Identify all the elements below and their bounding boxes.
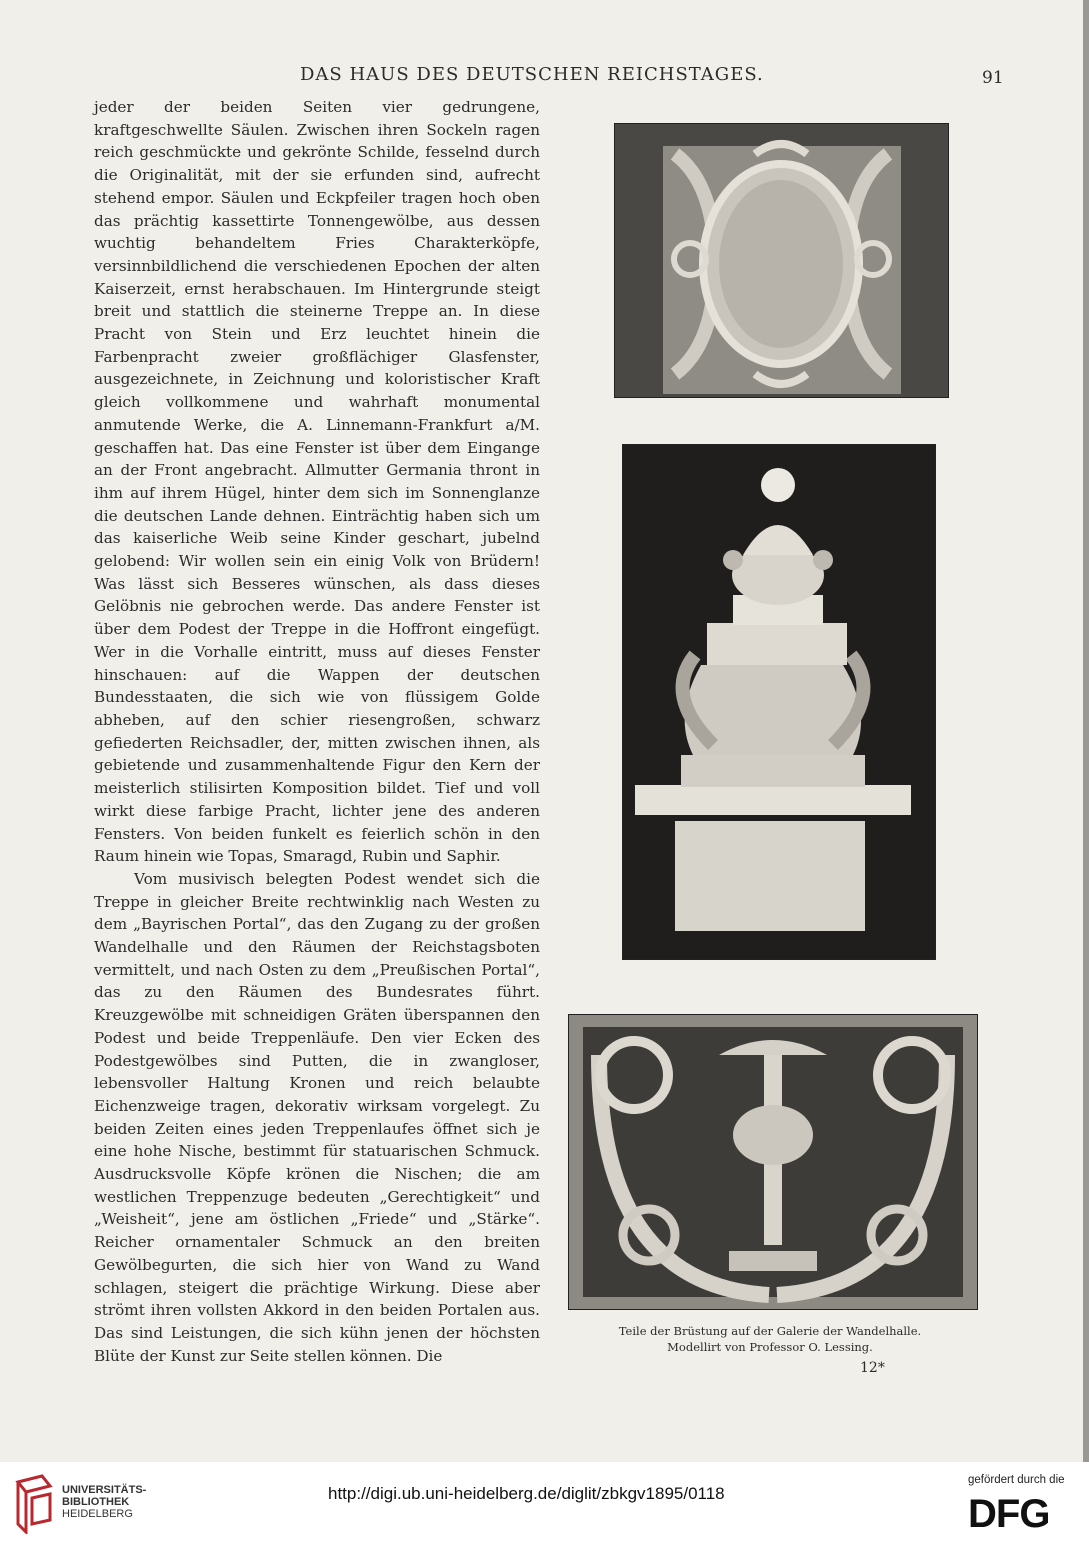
- library-name-line-2: BIBLIOTHEK: [62, 1496, 130, 1508]
- page-number: 91: [982, 68, 1004, 88]
- viewer-footer: [0, 1462, 1089, 1544]
- figure-caption-line-1: Teile der Brüstung auf der Galerie der Wandelhalle.: [618, 1324, 922, 1338]
- balustrade-photo: [568, 1014, 978, 1310]
- finial-photo: [622, 444, 936, 960]
- figure-caption-line-2: Modellirt von Professor O. Lessing.: [667, 1340, 873, 1354]
- library-name-line-1: UNIVERSITÄTS-: [62, 1484, 147, 1496]
- permalink-url[interactable]: http://digi.ub.uni-heidelberg.de/diglit/zbkgv1895/0118: [328, 1484, 725, 1503]
- university-name: [62, 1484, 146, 1520]
- library-name-line-3: HEIDELBERG: [62, 1508, 133, 1520]
- funding-label: gefördert durch die: [968, 1474, 1065, 1486]
- page-edge: [1083, 0, 1089, 1462]
- body-text: [94, 96, 540, 1367]
- running-header: DAS HAUS DES DEUTSCHEN REICHSTAGES.: [300, 64, 764, 85]
- paragraph-2: Vom musivisch belegten Podest wendet sich die Treppe in gleicher Breite rechtwinklig nach Westen zu dem „Bayrischen Portal“, das den Zugang zu der großen Wandelhalle und den Räumen der Reichstagsboten vermittelt, und nach Osten zu dem „Preußischen Portal“, das zu den Räumen des Bundesrates führt. Kreuzgewölbe mit schneidigen Gräten überspannen den Podest und beide Treppenläufe. Den vier Ecken des Podestgewölbes sind Putten, die in zwangloser, lebensvoller Haltung Kronen und reich belaubte Eichenzweige tragen, dekorativ wirksam vorgelegt. Zu beiden Zeiten eines jeden Treppenlaufes öffnet sich je eine hohe Nische, bestimmt für statuarischen Schmuck. Ausdrucksvolle Köpfe krönen die Nischen; die am westlichen Treppenzuge bedeuten „Gerechtigkeit“ und „Weisheit“, jene am östlichen „Friede“ und „Stärke“. Reicher ornamentaler Schmuck an den breiten Gewölbegurten, die sich hier von Wand zu Wand schlagen, steigert die prächtige Wirkung. Diese aber strömt ihren vollsten Akkord in den beiden Portalen aus. Das sind Leistungen, die sich kühn jenen der höchsten Blüte der Kunst zur Seite stellen können. Die: [94, 869, 540, 1365]
- dfg-logo: DFG: [968, 1492, 1050, 1536]
- university-logo-icon: [12, 1474, 56, 1534]
- signature-mark: 12*: [860, 1360, 885, 1376]
- paragraph-1: jeder der beiden Seiten vier gedrungene, kraftgeschwellte Säulen. Zwischen ihren Sockeln ragen reich geschmückte und gekrönte Schilde, fesselnd durch die Originalität, mit der sie erfunden sind, aufrecht stehend empor. Säulen und Eckpfeiler tragen hoch oben das prächtig kassettirte Tonnengewölbe, aus dessen wuchtig behandeltem Fries Charakterköpfe, versinnbildlichend die verschiedenen Epochen der alten Kaiserzeit, ernst herabschauen. Im Hintergrunde steigt breit und stattlich die steinerne Treppe an. In diese Pracht von Stein und Erz leuchtet hinein die Farbenpracht zweier großflächiger Glasfenster, ausgezeichnete, in Zeichnung und koloristischer Kraft gleich vollkommene und wahrhaft monumental anmutende Werke, die A. Linnemann-Frankfurt a/M. geschaffen hat. Das eine Fenster ist über dem Eingange an der Front angebracht. Allmutter Germania thront in ihm auf ihrem Hügel, hinter dem sich im Sonnenglanze die deutschen Lande dehnen. Einträchtig haben sich um das kaiserliche Weib seine Kinder geschart, jubelnd gelobend: Wir wollen sein ein einig Volk von Brüdern! Was lässt sich Besseres wünschen, als dass dieses Gelöbnis nie gebrochen werde. Das andere Fenster ist über dem Podest der Treppe in die Hoffront eingefügt. Wer in die Vorhalle eintritt, muss auf dieses Fenster hinschauen: auf die Wappen der deutschen Bundesstaaten, die sich wie von flüssigem Golde abheben, auf den schier riesengroßen, schwarz gefiederten Reichsadler, der, mitten zwischen ihnen, als gebietende und zusammenhaltende Figur den Kern der meisterlich stilisirten Komposition bildet. Tief und voll wirkt diese farbige Pracht, lichter jene des anderen Fensters. Von beiden funkelt es feierlich schön in den Raum hinein wie Topas, Smaragd, Rubin und Saphir.: [94, 98, 540, 866]
- cartouche-photo: [614, 123, 949, 398]
